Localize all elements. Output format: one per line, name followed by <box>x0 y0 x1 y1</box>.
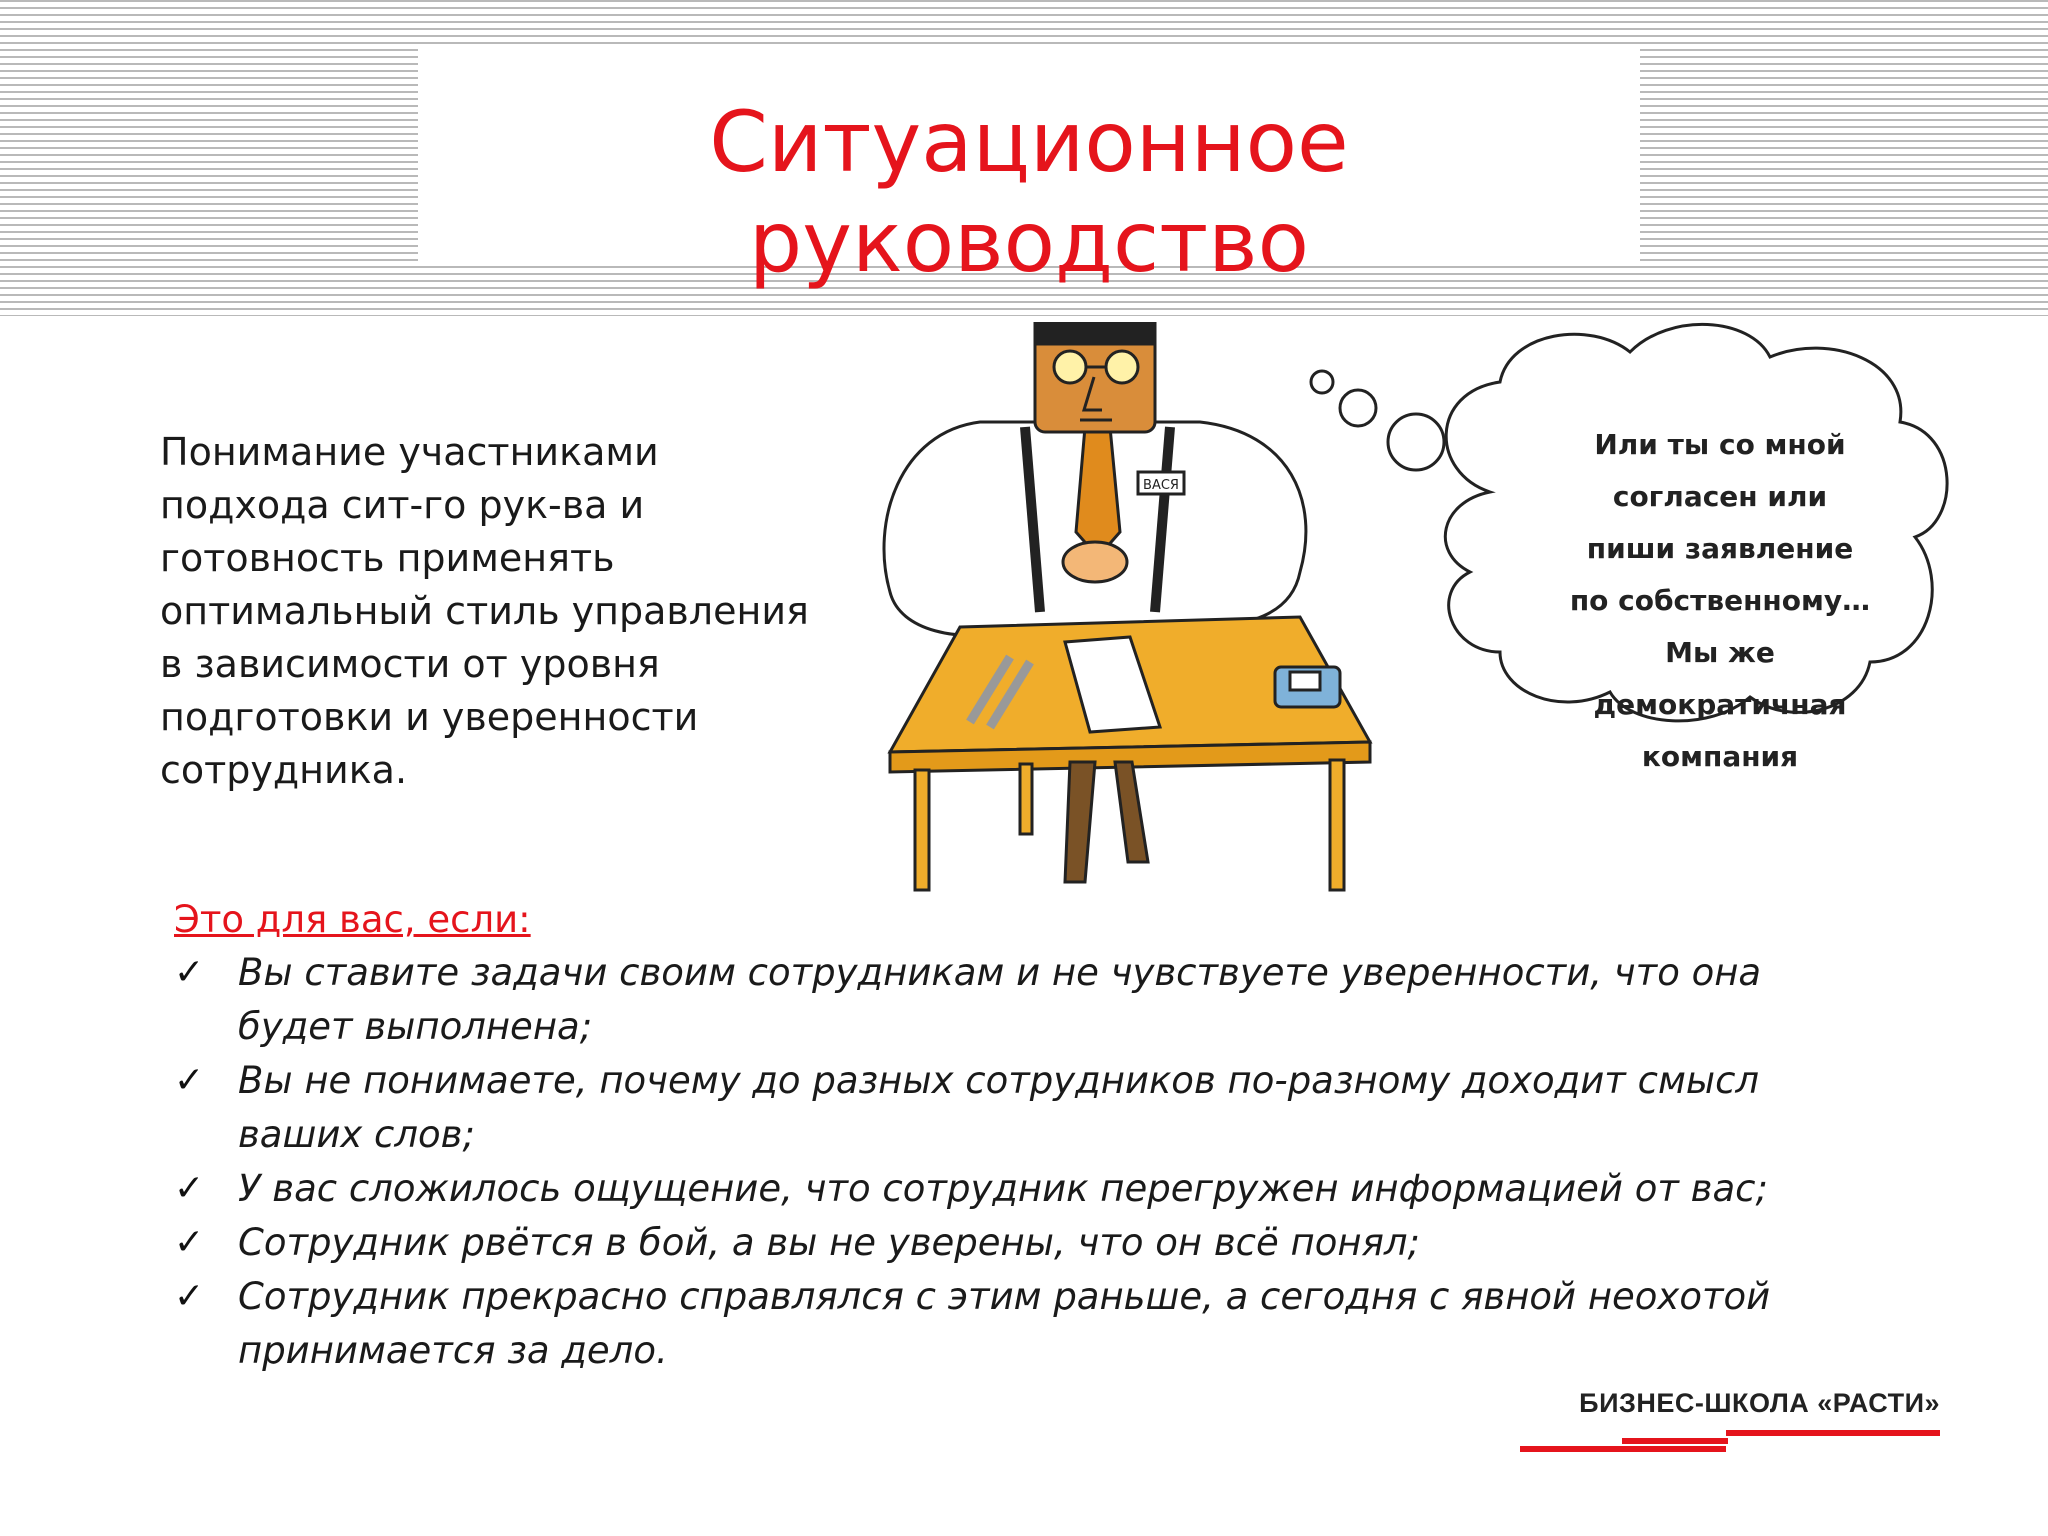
thought-line-7: компания <box>1641 740 1799 773</box>
thought-line-1: Или ты со мной <box>1594 428 1846 461</box>
check-icon: ✓ <box>174 952 205 993</box>
check-icon: ✓ <box>174 1060 205 1101</box>
cartoon-illustration <box>870 322 2048 902</box>
thought-text <box>1570 428 1870 773</box>
list-item <box>174 1162 1874 1216</box>
school-logo: БИЗНЕС-ШКОЛА «РАСТИ» <box>1579 1388 1940 1418</box>
list-item <box>174 1216 1874 1270</box>
logo-line <box>1520 1446 1726 1452</box>
check-icon: ✓ <box>174 1168 205 1209</box>
desk <box>890 617 1370 890</box>
thought-line-3: пиши заявление <box>1586 532 1854 565</box>
bullet-text: Сотрудник рвётся в бой, а вы не уверены, что он всё понял; <box>238 1221 1420 1264</box>
thought-line-6: демократичная <box>1593 688 1847 721</box>
name-badge: ВАСЯ <box>1143 478 1179 493</box>
check-icon: ✓ <box>174 1222 205 1263</box>
thought-line-4: по собственному… <box>1569 584 1871 617</box>
manager-figure <box>884 322 1306 636</box>
thought-cloud <box>1311 324 1947 721</box>
bullet-text: Вы ставите задачи своим сотрудникам и не чувствуете уверенности, что она будет выполнена; <box>238 951 1762 1048</box>
bullet-list <box>174 946 1874 1378</box>
logo-line <box>1622 1438 1728 1444</box>
check-icon: ✓ <box>174 1276 205 1317</box>
intro-text: Понимание участниками подхода сит-го рук-ва и готовность применять оптимальный стиль управления в зависимости от уровня подготовки и уверенности сотрудника. <box>160 430 809 792</box>
thought-line-5: Мы же <box>1665 636 1775 669</box>
list-item <box>174 1054 1874 1162</box>
logo-line <box>1726 1430 1940 1436</box>
page-title: Ситуационное руководство <box>709 93 1349 291</box>
list-item <box>174 946 1874 1054</box>
list-item <box>174 1270 1874 1378</box>
bullet-text: Вы не понимаете, почему до разных сотрудников по-разному доходит смысл ваших слов; <box>238 1059 1760 1156</box>
bullet-text: У вас сложилось ощущение, что сотрудник перегружен информацией от вас; <box>238 1167 1768 1210</box>
thought-line-2: согласен или <box>1612 480 1828 513</box>
list-heading: Это для вас, если: <box>174 898 531 941</box>
bullet-text: Сотрудник прекрасно справлялся с этим раньше, а сегодня с явной неохотой принимается за дело. <box>238 1275 1771 1372</box>
